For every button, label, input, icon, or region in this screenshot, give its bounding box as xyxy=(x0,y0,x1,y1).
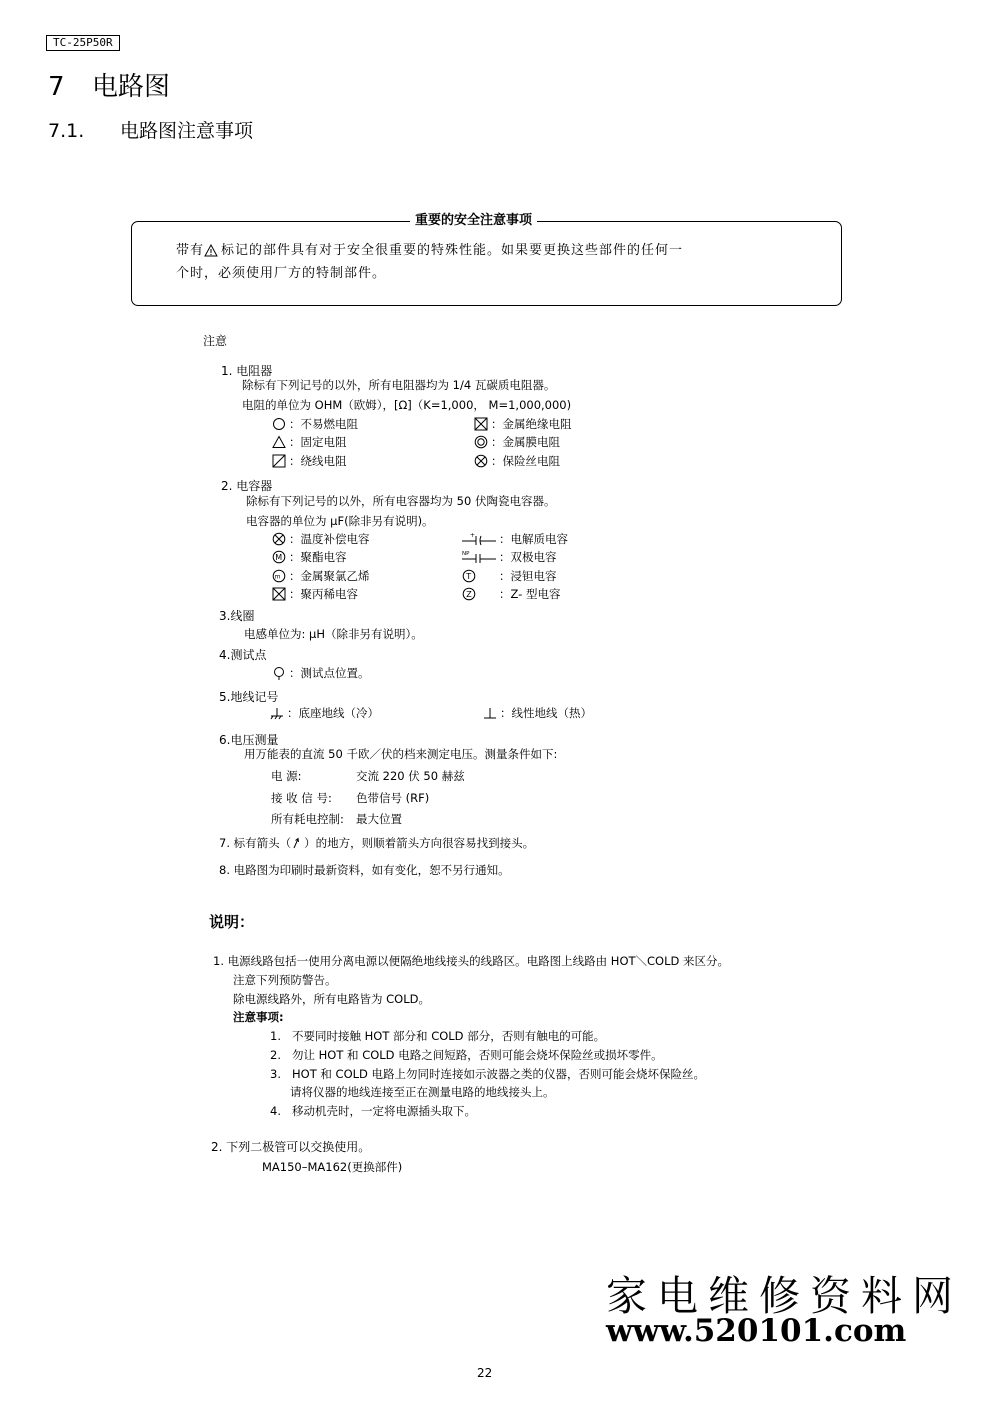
capacitor-heading xyxy=(221,477,272,494)
voltage-power-label: 电 源: xyxy=(271,769,302,783)
resistor-item-label: ：绕线电阻 xyxy=(289,454,347,468)
capacitor-item-label: ：浸钽电容 xyxy=(499,569,557,583)
boxed-x-icon xyxy=(272,587,286,601)
line-ground-icon xyxy=(483,706,497,720)
svg-text:T: T xyxy=(466,572,472,581)
explain-sub-heading: 注意事项: xyxy=(233,1010,284,1024)
voltage-num: 6. xyxy=(219,733,231,747)
testpoint-item xyxy=(272,665,370,681)
capacitor-item xyxy=(272,586,358,602)
section-number: 7.1. xyxy=(48,120,85,142)
capacitor-num: 2. xyxy=(221,479,233,493)
resistor-item xyxy=(474,416,572,432)
explain-sub-item xyxy=(270,1103,476,1119)
explain-sub-item xyxy=(270,1028,605,1044)
resistor-item-label: ：不易燃电阻 xyxy=(289,417,358,431)
explain-item1-line3: 除电源线路外，所有电路皆为 COLD。 xyxy=(233,992,430,1006)
coil-heading xyxy=(219,607,254,624)
explain-item1-num: 1. xyxy=(213,954,224,968)
resistor-item xyxy=(474,434,560,450)
resistor-item-label: ：保险丝电阻 xyxy=(491,454,560,468)
explain-sub-text: HOT 和 COLD 电路上勿同时连接如示波器之类的仪器，否则可能会烧坏保险丝。 xyxy=(292,1067,706,1081)
voltage-title: 电压测量 xyxy=(230,733,279,747)
resistor-item xyxy=(272,434,347,450)
circled-mm-icon xyxy=(272,569,286,583)
revision-note xyxy=(219,862,510,878)
svg-text:+: + xyxy=(470,532,476,539)
boxed-x-icon xyxy=(474,417,488,431)
capacitor-item xyxy=(272,568,370,584)
svg-text:Z: Z xyxy=(466,590,472,599)
arrow-text-pre: 标有箭头（ xyxy=(233,836,292,850)
ground-heading xyxy=(219,688,278,705)
circled-x-icon xyxy=(272,532,286,546)
explain-sub-text: 勿让 HOT 和 COLD 电路之间短路，否则可能会烧坏保险丝或损坏零件。 xyxy=(292,1048,663,1062)
safety-notice-title: 重要的安全注意事项 xyxy=(410,209,537,228)
bipolar-cap-icon xyxy=(462,550,496,564)
voltage-desc: 用万能表的直流 50 千欧／伏的档来测定电压。测量条件如下: xyxy=(244,747,558,761)
explain-sub-item xyxy=(270,1066,705,1082)
ground-line-item xyxy=(483,705,592,721)
voltage-controls-label: 所有耗电控制: xyxy=(271,812,344,826)
coil-title: 线圈 xyxy=(230,609,255,623)
capacitor-item-label: ：聚酯电容 xyxy=(289,550,347,564)
coil-desc: 电感单位为: μH（除非另有说明）。 xyxy=(244,627,423,641)
voltage-controls-value: 最大位置 xyxy=(356,812,402,826)
resistor-item xyxy=(474,453,560,469)
capacitor-item-label: ：聚丙稀电容 xyxy=(289,587,358,601)
capacitor-item-label: ：温度补偿电容 xyxy=(289,532,370,546)
notes-heading: 注意 xyxy=(203,334,228,348)
explain-sub-num: 3. xyxy=(270,1067,281,1081)
revision-num: 8. xyxy=(219,863,230,877)
explain-sub-text: 不要同时接触 HOT 部分和 COLD 部分，否则有触电的可能。 xyxy=(292,1029,606,1043)
resistor-num: 1. xyxy=(221,364,233,378)
double-circle-icon xyxy=(474,435,488,449)
explain-sub-num: 4. xyxy=(270,1104,281,1118)
voltage-signal-label: 接 收 信 号: xyxy=(271,791,332,805)
resistor-item xyxy=(272,453,347,469)
boxed-slash-icon xyxy=(272,454,286,468)
section-title-text: 电路图注意事项 xyxy=(120,120,254,142)
explain-sub-text: 请将仪器的地线连接至正在测量电路的地线接头上。 xyxy=(290,1085,555,1099)
test-point-icon xyxy=(272,666,286,680)
resistor-title: 电阻器 xyxy=(236,364,273,378)
ground-chassis-label: ：底座地线（冷） xyxy=(287,706,379,720)
revision-text: 电路图为印刷时最新资料，如有变化，恕不另行通知。 xyxy=(233,863,510,877)
circle-icon xyxy=(272,417,286,431)
safety-text-line2: 个时，必须使用厂方的特制部件。 xyxy=(176,266,387,281)
resistor-unit: 电阻的单位为 OHM（欧姆），[Ω]（K=1,000， M=1,000,000) xyxy=(242,398,572,412)
capacitor-item xyxy=(462,568,557,584)
arrow-num: 7. xyxy=(219,836,230,850)
section-title xyxy=(48,116,253,143)
triangle-icon xyxy=(272,435,286,449)
capacitor-desc: 除标有下列记号的以外，所有电容器均为 50 伏陶瓷电容器。 xyxy=(246,494,556,508)
capacitor-item-label: ：Z- 型电容 xyxy=(499,587,561,601)
page-title xyxy=(48,66,170,103)
electrolytic-cap-icon xyxy=(462,532,496,546)
testpoint-heading xyxy=(219,646,266,663)
ground-line-label: ：线性地线（热） xyxy=(500,706,592,720)
svg-text:M: M xyxy=(275,553,283,562)
resistor-item xyxy=(272,416,358,432)
capacitor-item-label: ：金属聚氯乙烯 xyxy=(289,569,370,583)
chapter-title: 电路图 xyxy=(92,72,171,102)
capacitor-unit: 电容器的单位为 μF(除非另有说明)。 xyxy=(246,514,434,528)
testpoint-num: 4. xyxy=(219,648,231,662)
arrow-text-post: ）的地方，则顺着箭头方向很容易找到接头。 xyxy=(304,836,535,850)
watermark-title: 家电维修资料网 xyxy=(606,1272,963,1320)
model-number: TC-25P50R xyxy=(46,35,120,51)
warning-triangle-icon xyxy=(204,242,218,256)
ground-title: 地线记号 xyxy=(230,690,279,704)
circled-t-icon xyxy=(462,569,476,583)
connector-arrow-icon xyxy=(291,836,301,850)
safety-text-pre: 带有 xyxy=(176,243,205,258)
circled-m-icon xyxy=(272,550,286,564)
svg-text:NP: NP xyxy=(462,551,470,557)
explain-sub-item xyxy=(270,1084,555,1100)
explain-sub-num: 2. xyxy=(270,1048,281,1062)
chassis-ground-icon xyxy=(270,706,284,720)
testpoint-title: 测试点 xyxy=(230,648,267,662)
capacitor-title: 电容器 xyxy=(236,479,273,493)
capacitor-item xyxy=(462,549,557,565)
chapter-number: 7 xyxy=(48,72,65,102)
resistor-desc: 除标有下列记号的以外，所有电阻器均为 1/4 瓦碳质电阻器。 xyxy=(242,378,556,392)
testpoint-desc: ：测试点位置。 xyxy=(289,666,370,680)
explain-item1-line1 xyxy=(213,953,729,969)
svg-text:m: m xyxy=(274,573,281,581)
explain-sub-num: 1. xyxy=(270,1029,281,1043)
explain-item1-line2: 注意下列预防警告。 xyxy=(233,973,337,987)
ground-chassis-item xyxy=(270,705,379,721)
explain-sub-item xyxy=(270,1047,663,1063)
explain-sub-text: 移动机壳时，一定将电源插头取下。 xyxy=(292,1104,476,1118)
arrow-note xyxy=(219,835,534,851)
capacitor-item xyxy=(272,549,347,565)
coil-num: 3. xyxy=(219,609,231,623)
capacitor-item-label: ：双极电容 xyxy=(499,550,557,564)
circled-z-icon xyxy=(462,587,476,601)
capacitor-item-label: ：电解质电容 xyxy=(499,532,568,546)
explain-item2 xyxy=(211,1138,370,1155)
safety-notice-text xyxy=(176,239,683,285)
voltage-signal-value: 色带信号 (RF) xyxy=(356,791,430,805)
capacitor-item xyxy=(272,531,370,547)
resistor-item-label: ：固定电阻 xyxy=(289,435,347,449)
ground-num: 5. xyxy=(219,690,231,704)
circled-x-icon xyxy=(474,454,488,468)
page-number: 22 xyxy=(477,1366,493,1380)
watermark-url: www.520101.com xyxy=(606,1313,907,1349)
voltage-power-value: 交流 220 伏 50 赫兹 xyxy=(356,769,465,783)
resistor-item-label: ：金属绝缘电阻 xyxy=(491,417,572,431)
safety-text-post: 标记的部件具有对于安全很重要的特殊性能。如果要更换这些部件的任何一 xyxy=(221,243,684,258)
capacitor-item xyxy=(462,586,560,602)
explain-item2-parts: MA150–MA162(更换部件) xyxy=(262,1160,403,1174)
explain-heading: 说明： xyxy=(209,913,255,931)
capacitor-item xyxy=(462,531,568,547)
explain-item1-text: 电源线路包括一使用分离电源以便隔绝地线接头的线路区。电路图上线路由 HOT＼COLD 来区分。 xyxy=(227,954,730,968)
resistor-item-label: ：金属膜电阻 xyxy=(491,435,560,449)
explain-item2-num: 2. xyxy=(211,1140,223,1154)
explain-item2-text: 下列二极管可以交换使用。 xyxy=(226,1140,371,1154)
